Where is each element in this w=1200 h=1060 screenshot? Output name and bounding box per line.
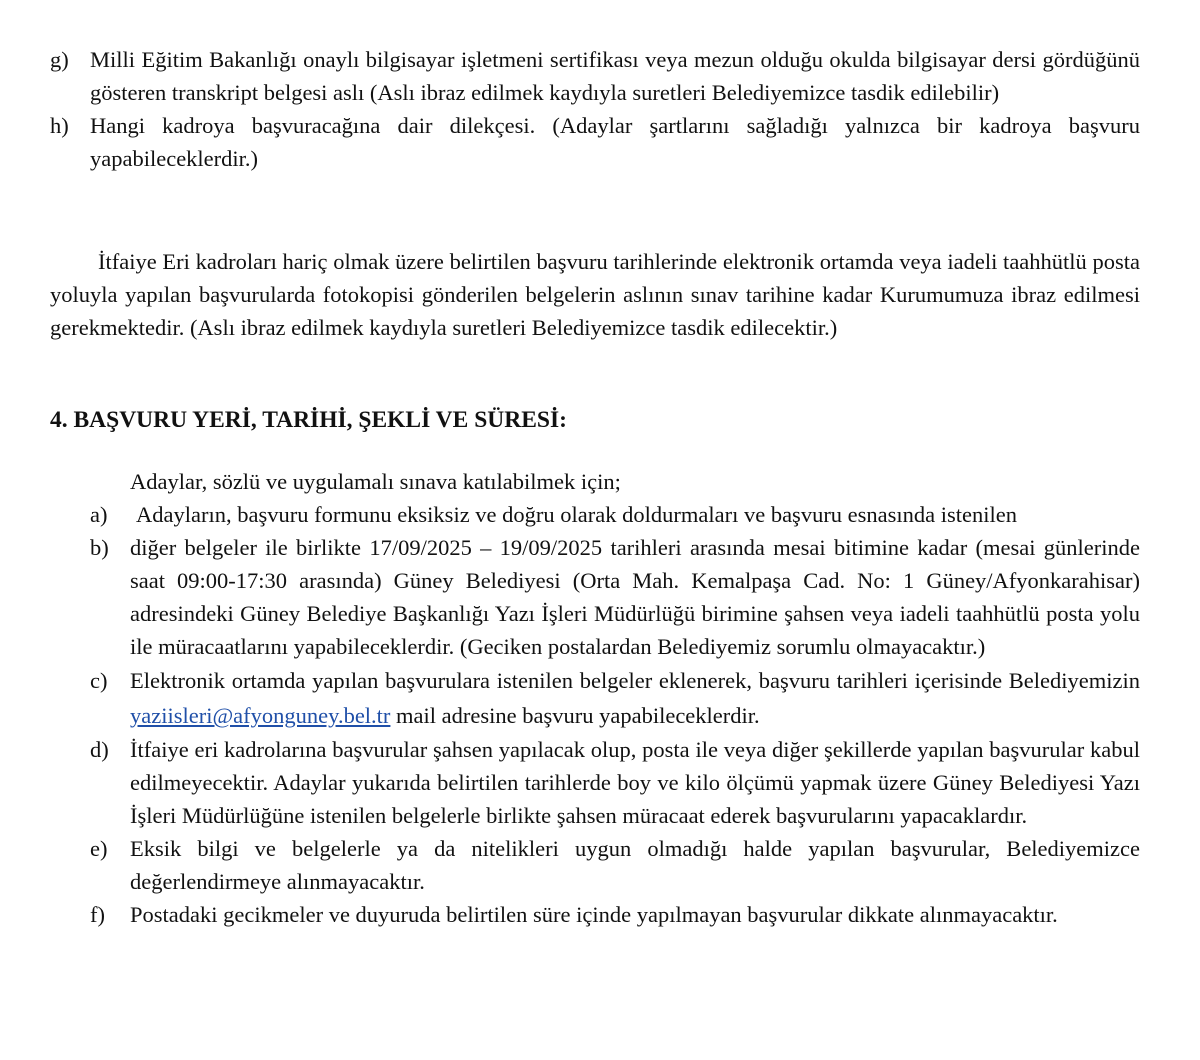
list-item-text: Hangi kadroya başvuracağına dair dilekçesi. (Adaylar şartlarını sağladığı yalnızca bir kadroya başvuru yapabileceklerdir.) [90,113,1140,171]
list-item-label: a) [90,502,108,527]
list-item-text: diğer belgeler ile birlikte 17/09/2025 – 19/09/2025 tarihleri arasında mesai bitimine kadar (mesai günlerinde saat 09:00-17:30 arasında) Güney Belediyesi (Orta Mah. Kemalpaşa Cad. No: 1 Güney/Afyonkarahisar) adresindeki Güney Belediye Başkanlığı Yazı İşleri Müdürlüğü birimine şahsen veya iadeli taahhütlü posta yolu ile müracaatlarını yapabileceklerdir. (Geciken postalardan Belediyemiz sorumlu olmayacaktır.) [130,535,1140,659]
list-item-label: h) [50,113,69,138]
application-list [90,498,1140,931]
list-item-label: d) [90,737,109,762]
body-paragraph: İtfaiye Eri kadroları hariç olmak üzere belirtilen başvuru tarihlerinde elektronik ortamda veya iadeli taahhütlü posta yoluyla yapılan başvurularda fotokopisi gönderilen belgelerin aslının sınav tarihine kadar Kurumumuza ibraz edilmesi gerekmektedir. (Aslı ibraz edilmek kaydıyla suretleri Belediyemizce tasdik edilecektir.) [50,249,1140,340]
list-item-text: Eksik bilgi ve belgelerle ya da nitelikleri uygun olmadığı halde yapılan başvurular, Belediyemizce değerlendirmeye alınmayacaktır. [130,836,1140,894]
list-item-label: f) [90,902,105,927]
list-item-h [50,109,1140,175]
list-item-text-before: Elektronik ortamda yapılan başvurulara istenilen belgeler eklenerek, başvuru tarihleri içerisinde Belediyemizin [130,668,1140,693]
section-heading: 4. BAŞVURU YERİ, TARİHİ, ŞEKLİ VE SÜRESİ: [50,407,567,433]
list-item-text-after: mail adresine başvuru yapabileceklerdir. [390,703,760,728]
list-item-label: e) [90,836,108,861]
list-item-text: Adayların, başvuru formunu eksiksiz ve doğru olarak doldurmaları ve başvuru esnasında istenilen [136,502,1018,527]
list-item-label: c) [90,668,108,693]
list-item-text [130,663,1140,733]
list-item-text: Milli Eğitim Bakanlığı onaylı bilgisayar işletmeni sertifikası veya mezun olduğu okulda bilgisayar dersi gördüğünü gösteren transkript belgesi aslı (Aslı ibraz edilmek kaydıyla suretleri Belediyemizce tasdik edilebilir) [90,47,1140,105]
requirements-list [50,43,1140,175]
list-item-text: İtfaiye eri kadrolarına başvurular şahsen yapılacak olup, posta ile veya diğer şekillerde yapılan başvurular kabul edilmeyecektir. Adaylar yukarıda belirtilen tarihlerde boy ve kilo ölçümü yapmak üzere Güney Belediyesi Yazı İşleri Müdürlüğüne istenilen belgelerle birlikte şahsen müracaat ederek başvurularını yapacaklardır. [130,737,1140,828]
list-item-f [90,898,1140,931]
list-item-label: b) [90,535,109,560]
list-item-c [90,663,1140,733]
list-item-e [90,832,1140,898]
list-item-g [50,43,1140,109]
list-item-b [90,531,1140,663]
list-item-d [90,733,1140,832]
list-item-label: g) [50,47,69,72]
email-link[interactable]: yaziisleri@afyonguney.bel.tr [130,703,391,728]
list-item-text: Postadaki gecikmeler ve duyuruda belirtilen süre içinde yapılmayan başvurular dikkate alınmayacaktır. [130,902,1058,927]
list-item-a [90,498,1140,531]
intro-text: Adaylar, sözlü ve uygulamalı sınava katılabilmek için; [130,469,621,494]
